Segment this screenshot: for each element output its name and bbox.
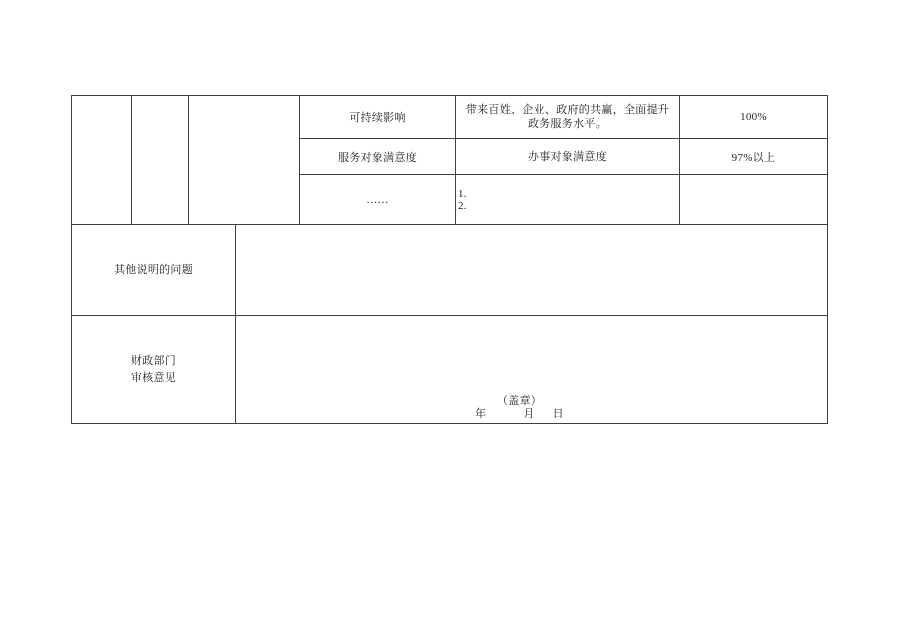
indicator-section	[72, 96, 827, 225]
other-notes-content	[236, 225, 827, 316]
finance-review-label-line1: 财政部门	[130, 354, 177, 367]
detail-line-2: 2.	[458, 199, 467, 212]
finance-review-label-line2: 审核意见	[130, 371, 177, 384]
indicator-name-ellipsis: ……	[300, 175, 456, 225]
performance-form-table	[71, 95, 828, 424]
empty-span-cell-2	[132, 96, 189, 225]
indicator-target-service-satisfaction: 97%以上	[680, 139, 827, 175]
date-day-label: 日	[552, 408, 564, 420]
date-month-label: 月	[523, 408, 535, 420]
finance-review-content	[236, 316, 827, 423]
date-year-label: 年	[475, 408, 487, 420]
indicator-detail-sustainable-impact: 带来百姓、企业、政府的共赢，全面提升政务服务水平。	[456, 96, 680, 139]
other-notes-row	[72, 225, 827, 316]
indicator-detail-ellipsis	[456, 175, 680, 225]
detail-line-1: 1.	[458, 187, 467, 200]
indicator-name-service-satisfaction: 服务对象满意度	[300, 139, 456, 175]
indicator-target-ellipsis	[680, 175, 827, 225]
other-notes-label: 其他说明的问题	[72, 225, 236, 316]
seal-and-date-block	[224, 395, 815, 421]
seal-placeholder: （盖章）	[496, 395, 543, 407]
empty-span-cell-3	[189, 96, 300, 225]
empty-span-cell-1	[72, 96, 132, 225]
date-line	[224, 408, 815, 421]
indicator-name-sustainable-impact: 可持续影响	[300, 96, 456, 139]
finance-review-row	[72, 316, 827, 423]
indicator-target-sustainable-impact: 100%	[680, 96, 827, 139]
finance-review-label	[72, 316, 236, 423]
indicator-detail-service-satisfaction: 办事对象满意度	[456, 139, 680, 175]
